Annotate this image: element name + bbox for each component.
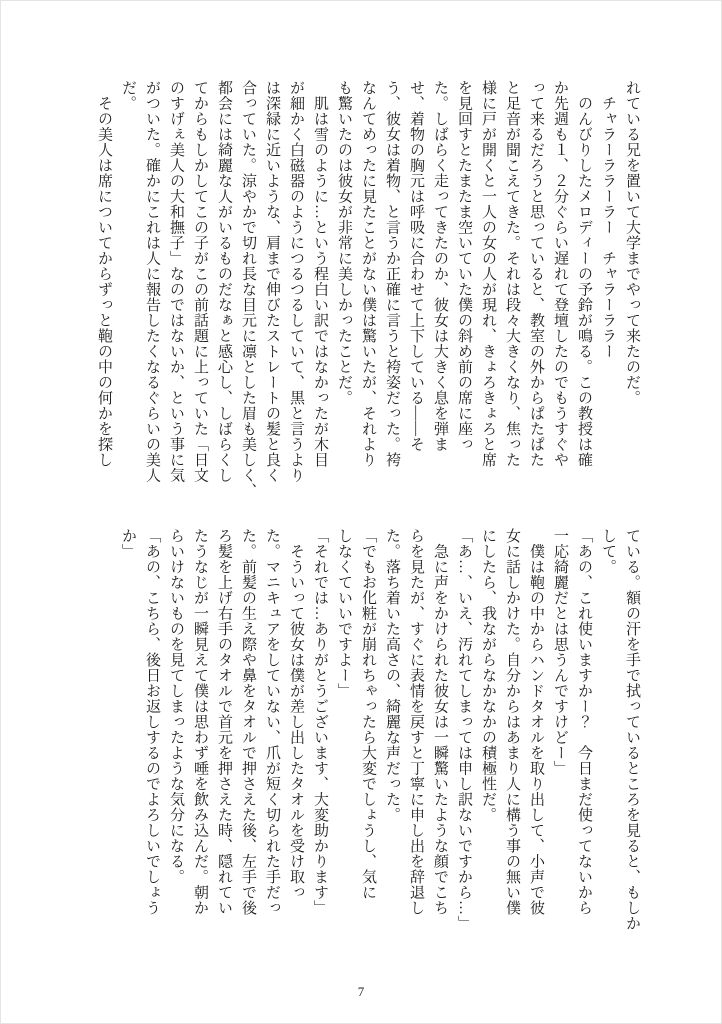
text-line: そういって彼女は僕が差し出したタオルを受け取っ <box>288 528 304 900</box>
text-line: 都会には綺麗な人がいるものだなぁと感心し、しばらくし <box>216 80 232 483</box>
text-line: 急に声をかけられた彼女は一瞬驚いたような顔でこち <box>432 528 448 916</box>
text-line: か」 <box>120 528 136 559</box>
text-line: せ、着物の胸元は呼吸に合わせて上下している――そ <box>408 80 424 452</box>
text-line: 「でもお化粧が崩れちゃったら大変でしょうし、気に <box>360 528 376 900</box>
text-line: なんてめったに見たことがない僕は驚いたが、それより <box>360 80 376 468</box>
text-line: 「それでは…ありがとうございます、大変助かります」 <box>312 528 328 916</box>
top-text-block <box>92 80 644 500</box>
text-line: のんびりしたメロディーの予鈴が鳴る。この教授は確 <box>576 80 592 468</box>
text-line: にしたら、我ながらなかなかの積極性だ。 <box>480 528 496 823</box>
text-line: 「あの、こちら、後日お返しするのでよろしいでしょう <box>144 528 160 916</box>
text-line: 様に戸が開くと一人の女の人が現れ、きょろきょろと席 <box>480 80 496 468</box>
text-line: らを見たが、すぐに表情を戻すと丁寧に申し出を辞退し <box>408 528 424 916</box>
text-line: って来るだろうと思っていると、教室の外からぱたぱた <box>528 80 544 468</box>
text-line: ている。額の汗を手で拭っているところを見ると、もしか <box>624 528 640 931</box>
text-line: して。 <box>600 528 616 575</box>
text-line: しなくていいですよー」 <box>336 528 352 699</box>
text-line: その美人は席についてからずっと鞄の中の何かを探し <box>96 80 112 468</box>
text-line: 僕は鞄の中からハンドタオルを取り出して、小声で彼 <box>528 528 544 916</box>
text-line: 一応綺麗だとは思うんですけどー」 <box>552 528 568 776</box>
text-line: たうなじが一瞬見えて僕は思わず唾を飲み込んだ。朝か <box>192 528 208 916</box>
text-line: 「あ…、いえ、汚れてしまっては申し訳ないですから…」 <box>456 528 472 931</box>
text-line: た。マニキュアをしていない、爪が短く切られた手だっ <box>264 528 280 916</box>
text-line: らいけないものを見てしまったような気分になる。 <box>168 528 184 885</box>
text-line: た。前髪の生え際や鼻をタオルで押さえた後、左手で後 <box>240 528 256 916</box>
text-line: う、彼女は着物、と言うか正確に言うと袴姿だった。袴 <box>384 80 400 468</box>
text-line: れている兄を置いて大学までやって来たのだ。 <box>624 80 640 406</box>
text-line: た。しばらく走ってきたのか、彼女は大きく息を弾ま <box>432 80 448 452</box>
text-line: てからもしかしてこの子がこの前話題に上っていた「日文 <box>192 80 208 483</box>
text-line: か先週も１、２分ぐらい遅れて登壇したのでもうすぐや <box>552 80 568 468</box>
text-line: 肌は雪のように…という程白い訳ではなかったが木目 <box>312 80 328 468</box>
page-number: 7 <box>357 984 365 999</box>
text-line: のすげぇ美人の大和撫子」なのではないか、という事に気 <box>168 80 184 483</box>
text-line: 「あの、これ使いますかー？ 今日まだ使ってないから <box>576 528 592 916</box>
text-line: を見回すとたまたま空いていた僕の斜め前の席に座っ <box>456 80 472 452</box>
text-line: が細かく白磁器のようにつるつるしていて、黒と言うより <box>288 80 304 483</box>
text-line: た。落ち着いた高さの、綺麗な声だった。 <box>384 528 400 823</box>
text-line: と足音が聞こえてきた。それは段々大きくなり、焦った <box>504 80 520 468</box>
text-line: は深緑に近いような、肩まで伸びたストレートの髪と良く <box>264 80 280 483</box>
text-line: 女に話しかけた。自分からはあまり人に構う事の無い僕 <box>504 528 520 916</box>
text-line: がついた。確かにこれは人に報告したくなるぐらいの美人 <box>144 80 160 483</box>
text-line: チャラーララーラー チャラーララー <box>600 80 616 359</box>
text-line: も驚いたのは彼女が非常に美しかったことだ。 <box>336 80 352 406</box>
text-line: だ。 <box>120 80 136 111</box>
text-line: 合っていた。涼やかで切れ長な目元に凛とした眉も美しく、 <box>240 80 256 499</box>
text-line: ろ髪を上げ右手のタオルで首元を押さえた時、隠れてい <box>216 528 232 916</box>
bottom-text-block <box>116 528 644 962</box>
